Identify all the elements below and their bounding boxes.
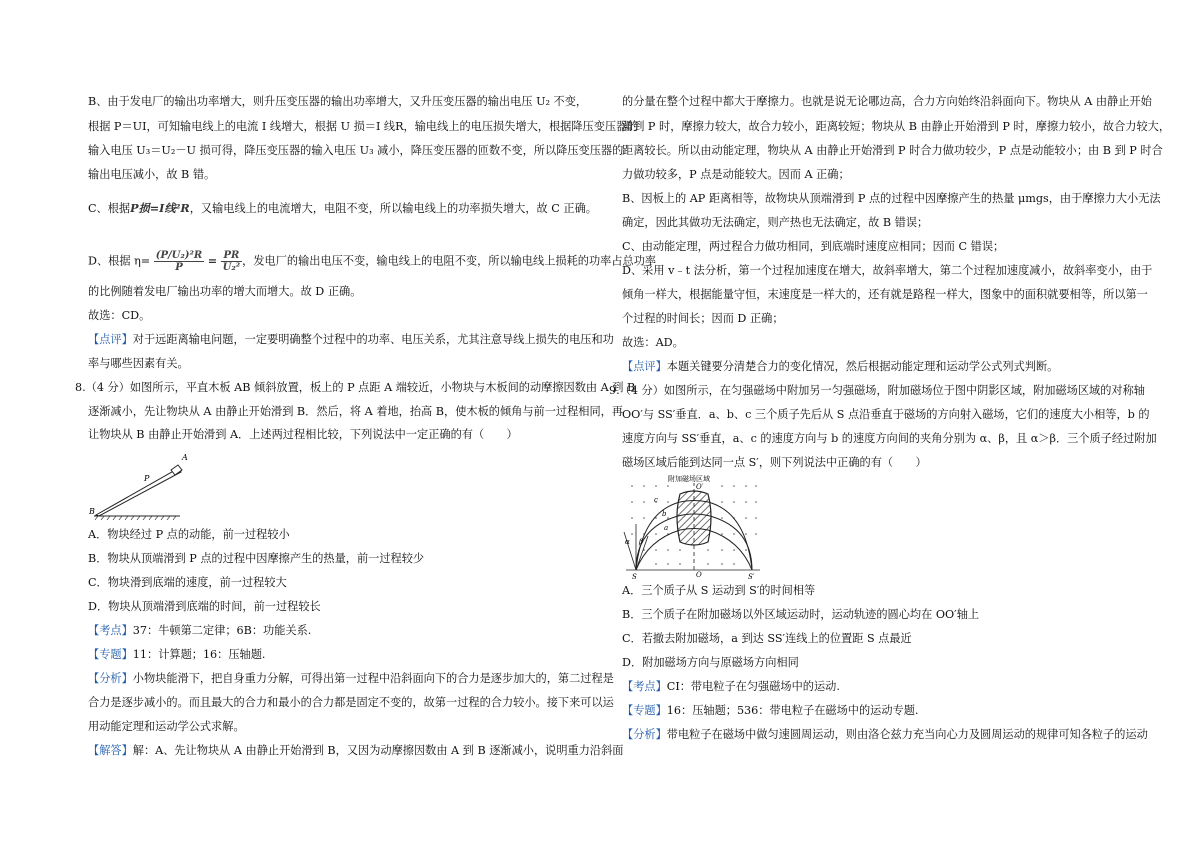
option-d: D．附加磁场方向与原磁场方向相同	[622, 656, 799, 669]
option-d-line: D、根据 η= $\frac{\text{(P/U₂)²R}}{P}$ = $\frac{PR}{\text{U₂²}}$ ，发电厂的输出电压不变，输电线上的电阻不变，所以输电线上损耗的功率占总功率	[88, 250, 657, 273]
label-a: A	[182, 453, 188, 462]
text-line: 合力是逐步减小的。而且最大的合力和最小的合力都是固定不变的，故第一过程的合力较小。接下来可以运	[88, 696, 614, 709]
incline-figure	[88, 448, 188, 520]
label-b: b	[662, 510, 667, 518]
comment-line	[88, 333, 614, 347]
text-line: 的比例随着发电厂输出功率的增大而增大。故 D 正确。	[88, 285, 362, 298]
text-line: D、采用 v﹣t 法分析，第一个过程加速度在增大，故斜率增大，第二个过程加速度减小，故斜率变小，由于	[622, 264, 1153, 277]
text-span: 37：牛顿第二定律；6B：功能关系.	[132, 624, 312, 637]
text-span: 带电粒子在磁场中做匀速圆周运动，则由洛仑兹力充当向心力及圆周运动的规律可知各粒子的运动	[666, 728, 1148, 741]
question-8-stem: 8.（4 分）如图所示，平直木板 AB 倾斜放置，板上的 P 点距 A 端较近，小物块与木板间的动摩擦因数由 A 到 B	[75, 381, 636, 394]
label-o: O	[696, 571, 702, 579]
text-span: 16：压轴题；536：带电粒子在磁场中的运动专题.	[666, 704, 919, 717]
text-line: 距离较长。所以由动能定理，物块从 A 由静止开始滑到 P 时合力做功较少，P 点是动能较小；由 B 到 P 时合	[622, 144, 1163, 157]
text-span: C、根据	[88, 202, 131, 215]
formula-fraction	[221, 250, 242, 273]
text-span: 对于远距离输电问题，一定要明确整个过程中的功率、电压关系，尤其注意导线上损失的电压和功	[132, 333, 614, 346]
label-s-prime: S′	[748, 573, 755, 580]
magnetic-field-figure	[622, 472, 762, 580]
text-line: 滑到 P 时，摩擦力较大，故合力较小，距离较短；物块从 B 由静止开始滑到 P 时，摩擦力较小，故合力较大，	[622, 120, 1171, 133]
fenxi-tag: 【分析】	[88, 672, 133, 685]
text-line: 确定，因此其做功无法确定，则产热也无法确定，故 B 错误；	[622, 216, 929, 229]
option-c: C．若撤去附加磁场，a 到达 SS′连线上的位置距 S 点最近	[622, 632, 912, 645]
zhuanti-line	[622, 704, 918, 718]
option-b: B．物块从顶端滑到 P 点的过程中因摩擦产生的热量，前一过程较少	[88, 552, 425, 565]
text-line: 个过程的时间长；因而 D 正确；	[622, 312, 784, 325]
option-c-line	[88, 201, 597, 216]
zhuanti-tag: 【专题】	[88, 648, 133, 661]
text-span: ，又输电线上的电流增大，电阻不变，所以输电线上的功率损失增大，故 C 正确。	[189, 202, 597, 215]
ground-hatch	[94, 516, 180, 520]
option-d: D．物块从顶端滑到底端的时间，前一过程较长	[88, 600, 321, 613]
text-line: OO′与 SS′垂直．a、b、c 三个质子先后从 S 点沿垂直于磁场的方向射入磁场，它们的速度大小相等，b 的	[622, 408, 1150, 421]
text-span: CI：带电粒子在匀强磁场中的运动.	[666, 680, 840, 693]
comment-tag: 【点评】	[622, 360, 667, 373]
zhuanti-line	[88, 648, 265, 662]
option-a: A．物块经过 P 点的动能，前一过程较小	[88, 528, 290, 541]
zhuanti-tag: 【专题】	[622, 704, 667, 717]
text-line: B、因板上的 AP 距离相等，故物块从顶端滑到 P 点的过程中因摩擦产生的热量 μmgs，由于摩擦力大小无法	[622, 192, 1161, 205]
text-line: 逐渐减小，先让物块从 A 由静止开始滑到 B．然后，将 A 着地，抬高 B，使木板的倾角与前一过程相同，再	[88, 405, 624, 418]
comment-tag: 【点评】	[88, 333, 133, 346]
fenxi-tag: 【分析】	[622, 728, 667, 741]
kaodian-line	[622, 680, 840, 694]
text-line: 倾角一样大，根据能量守恒，末速度是一样大的，还有就是路程一样大，图象中的面积就要相等，所以第一	[622, 288, 1148, 301]
incline-board	[96, 468, 181, 516]
text-line: 力做功较多，P 点是动能较大。因而 A 正确；	[622, 168, 850, 181]
text-span: 小物块能滑下，把自身重力分解，可得出第一过程中沿斜面向下的合力是逐步加大的，第二过程是	[132, 672, 614, 685]
text-span: ，发电厂的输出电压不变，输电线上的电阻不变，所以输电线上损耗的功率占总功率	[242, 254, 657, 268]
kaodian-line	[88, 624, 311, 638]
denominator: U₂²	[222, 262, 241, 273]
answer-line: 故选：AD。	[622, 336, 684, 349]
text-line: 的分量在整个过程中都大于摩擦力。也就是说无论哪边高，合力方向始终沿斜面向下。物块从 A 由静止开始	[622, 95, 1152, 108]
label-a: a	[664, 524, 669, 532]
numerator: (P/U₂)²R	[155, 250, 203, 261]
text-span: 解：A、先让物块从 A 由静止开始滑到 B，又因为动摩擦因数由 A 到 B 逐渐减小，说明重力沿斜面	[132, 744, 624, 757]
label-s: S	[632, 573, 637, 580]
denominator: P	[175, 262, 183, 273]
text-span: 11：计算题；16：压轴题.	[132, 648, 266, 661]
option-b: B．三个质子在附加磁场以外区域运动时，运动轨迹的圆心均在 OO′轴上	[622, 608, 980, 621]
label-c: c	[654, 496, 658, 504]
question-9-stem: 9.（4 分）如图所示，在匀强磁场中附加另一匀强磁场，附加磁场位于图中阴影区域，附加磁场区域的对称轴	[609, 384, 1145, 397]
jieda-tag: 【解答】	[88, 744, 133, 757]
answer-line: 故选：CD。	[88, 309, 151, 322]
text-span: 本题关键要分清楚合力的变化情况，然后根据动能定理和运动学公式列式判断。	[666, 360, 1059, 373]
label-beta: β	[639, 538, 644, 546]
text-line: 磁场区域后能到达同一点 S′，则下列说法中正确的有（ ）	[622, 456, 927, 469]
text-line: 用动能定理和运动学公式求解。	[88, 720, 245, 733]
formula-power-loss: P损=I线²R	[130, 201, 190, 215]
text-line: C、由动能定理，两过程合力做功相同，到底端时速度应相同；因而 C 错误；	[622, 240, 1005, 253]
text-line: 率与哪些因素有关。	[88, 357, 189, 370]
label-alpha: α	[625, 538, 630, 546]
option-c: C．物块滑到底端的速度，前一过程较大	[88, 576, 287, 589]
text-span: D、根据 η=	[88, 254, 151, 268]
text-line: 根据 P＝UI，可知输电线上的电流 I 线增大，根据 U 损＝I 线R，输电线上的电压损失增大，根据降压变压器的	[88, 120, 639, 133]
jieda-line	[88, 744, 623, 758]
text-line: 让物块从 B 由静止开始滑到 A．上述两过程相比较，下列说法中一定正确的有（ ）	[88, 428, 518, 441]
comment-line	[622, 360, 1058, 374]
region-label: 附加磁场区域	[668, 475, 710, 483]
option-a: A．三个质子从 S 运动到 S′的时间相等	[622, 584, 816, 597]
text-line: 输出电压减小，故 B 错。	[88, 168, 216, 181]
text-line: 输入电压 U₃＝U₂－U 损可得，降压变压器的输入电压 U₃ 减小，降压变压器的匝数不变，所以降压变压器的	[88, 144, 624, 157]
kaodian-tag: 【考点】	[88, 624, 133, 637]
formula-fraction	[154, 250, 204, 273]
kaodian-tag: 【考点】	[622, 680, 667, 693]
label-b: B	[89, 507, 95, 516]
fenxi-line	[622, 728, 1148, 742]
fenxi-line	[88, 672, 614, 686]
label-p: P	[144, 474, 150, 483]
text-line: B、由于发电厂的输出功率增大，则升压变压器的输出功率增大，又升压变压器的输出电压 U₂ 不变，	[88, 95, 588, 108]
text-line: 速度方向与 SS′垂直，a、c 的速度方向与 b 的速度方向间的夹角分别为 α、β，且 α＞β．三个质子经过附加	[622, 432, 1157, 445]
label-o-prime: O′	[696, 483, 704, 491]
numerator: PR	[221, 250, 242, 262]
